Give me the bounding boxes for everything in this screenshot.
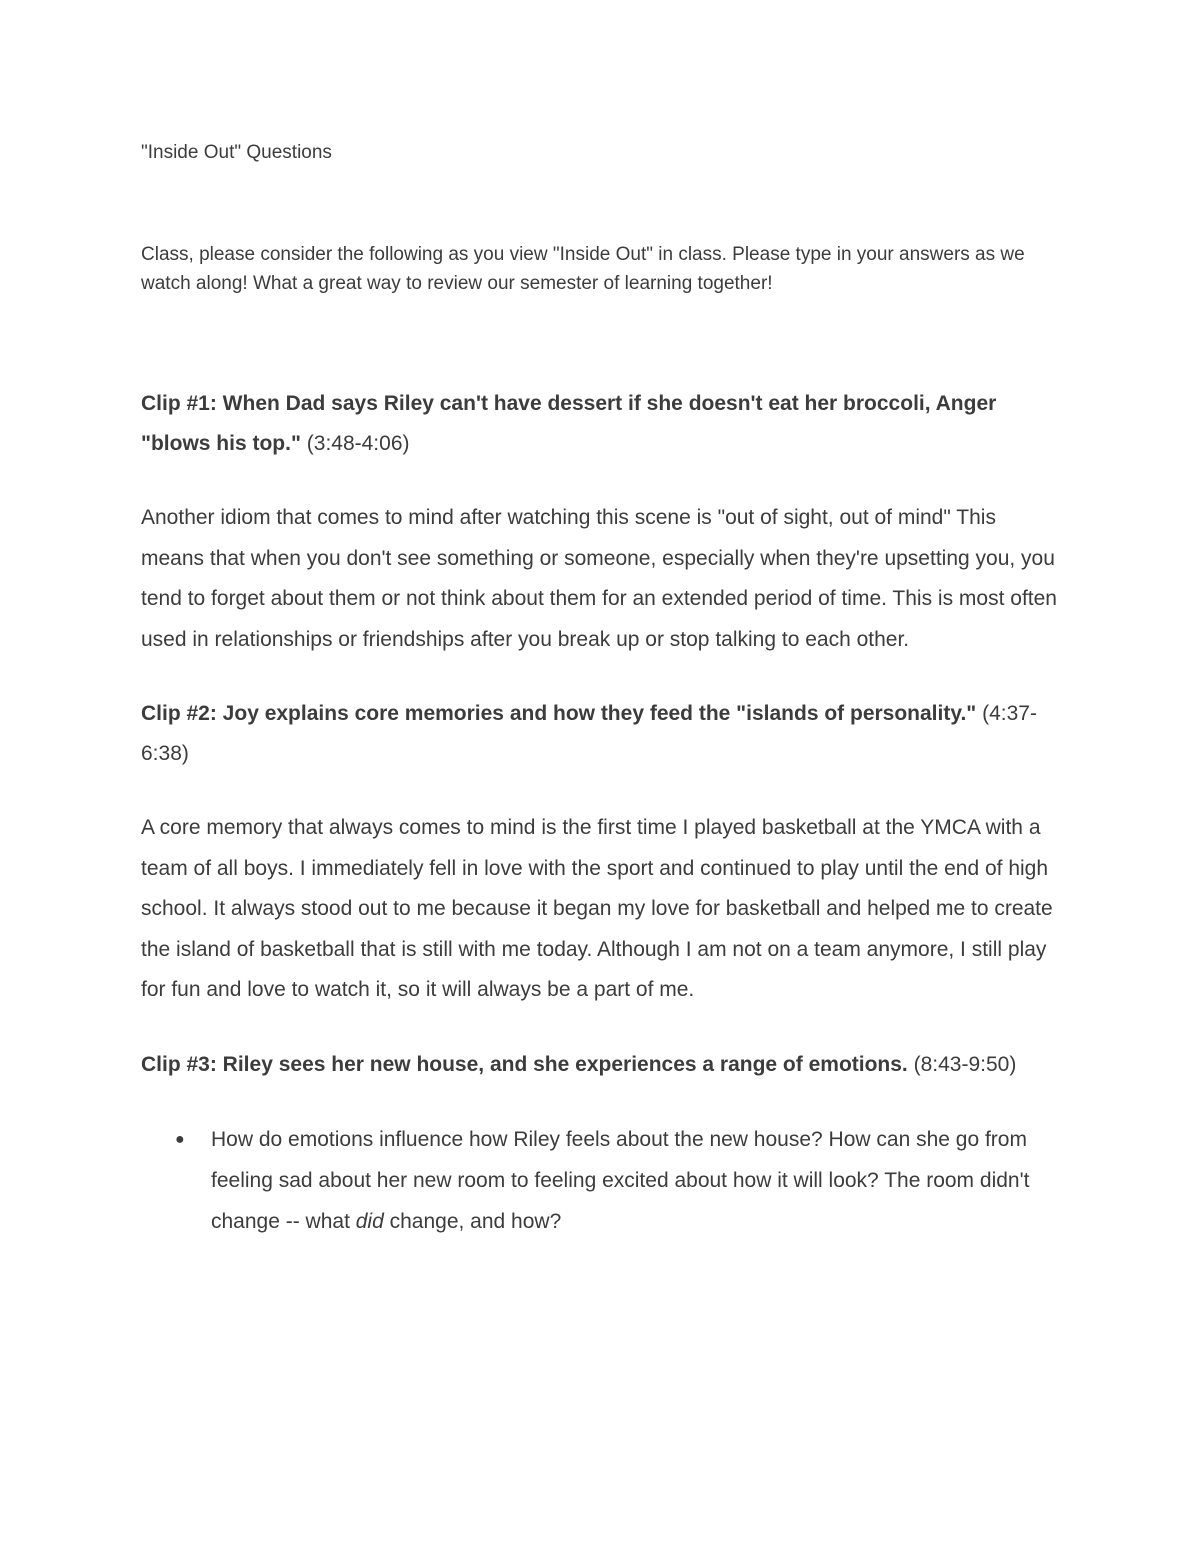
bullet-icon: ● [175, 1130, 185, 1148]
clip-3-heading [141, 1045, 1061, 1085]
question-text-before: How do emotions influence how Riley feels about the new house? How can she go from feeling sad about her new room to feeling excited about how it will look? The room didn't change -- what [211, 1127, 1030, 1233]
clip-2-heading [141, 694, 1061, 774]
clip-2-time: (4:37-6:38) [141, 702, 1037, 765]
list-item [141, 1119, 1061, 1242]
clip-2-answer[interactable]: A core memory that always comes to mind is the first time I played basketball at the YMCA with a team of all boys. I immediately fell in love with the sport and continued to play until the end of high school. It always stood out to me because it began my love for basketball and helped me to create the island of basketball that is still with me today. Although I am not on a team anymore, I still play for fun and love to watch it, so it will always be a part of me. [141, 816, 1053, 1001]
document-title: "Inside Out" Questions [141, 142, 332, 163]
clip-1-time: (3:48-4:06) [306, 432, 410, 455]
intro-paragraph: Class, please consider the following as you view "Inside Out" in class. Please type in your answers as we watch along! What a great way to review our semester of learning together! [141, 244, 1025, 294]
clip-3-question-list [141, 1119, 1061, 1242]
clip-3-time: (8:43-9:50) [913, 1052, 1017, 1076]
question-text-after: change, and how? [383, 1209, 562, 1233]
question-emphasis: did [355, 1209, 384, 1233]
clip-2-heading-text: Clip #2: Joy explains core memories and how they feed the "islands of personality." [141, 702, 977, 725]
clip-1-heading-text: Clip #1: When Dad says Riley can't have dessert if she doesn't eat her broccoli, Anger "blows his top." [141, 392, 997, 455]
document-page [141, 140, 1061, 1242]
clip-1-answer[interactable]: Another idiom that comes to mind after watching this scene is "out of sight, out of mind" This means that when you don't see something or someone, especially when they're upsetting you, you tend to forget about them or not think about them for an extended period of time. This is most often used in relationships or friendships after you break up or stop talking to each other. [141, 506, 1057, 651]
clip-1-heading [141, 384, 1061, 464]
clip-3-heading-text: Clip #3: Riley sees her new house, and she experiences a range of emotions. [141, 1052, 908, 1076]
